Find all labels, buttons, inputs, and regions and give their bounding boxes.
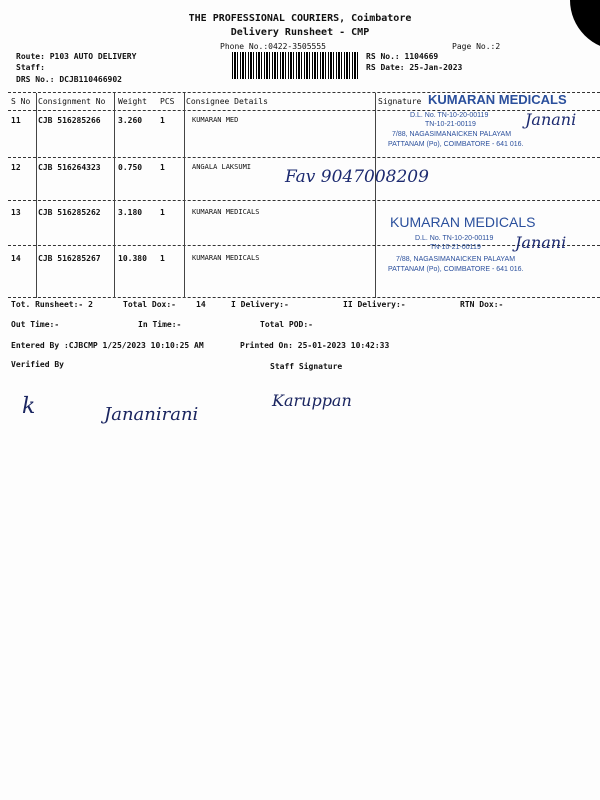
rtn-dox: RTN Dox:-: [460, 300, 504, 309]
stamp-dl: D.L. No. TN-10-20-00119: [410, 112, 489, 119]
col-sno: S No: [11, 97, 31, 106]
row-weight: 3.260: [118, 116, 143, 125]
stamp-name: KUMARAN MEDICALS: [428, 92, 567, 107]
stamp-address: 7/88, NAGASIMANAICKEN PALAYAM: [396, 256, 516, 263]
staff-signature: Karuppan: [272, 391, 352, 410]
staff: Staff:: [16, 63, 45, 72]
row-weight: 3.180: [118, 208, 143, 217]
divider: [8, 200, 600, 201]
column-line: [375, 93, 376, 298]
printed-on: Printed On: 25-01-2023 10:42:33: [240, 341, 390, 350]
verifier-signature: Jananirani: [104, 404, 199, 425]
rs-no: RS No.: 1104669: [366, 52, 439, 61]
drs-no: DRS No.: DCJB110466902: [16, 75, 122, 84]
row-pcs: 1: [160, 163, 165, 172]
row-consignee: KUMARAN MEDICALS: [192, 208, 260, 216]
tot-runsheet: Tot. Runsheet:- 2: [11, 300, 93, 309]
total-dox: Total Dox:-: [123, 300, 176, 309]
barcode: [232, 52, 360, 79]
verifier-signature: k: [22, 394, 36, 419]
handwritten-phone: Fav 9047008209: [285, 167, 429, 187]
total-pod: Total POD:-: [260, 320, 313, 329]
row-weight: 0.750: [118, 163, 143, 172]
divider: [8, 157, 600, 158]
row-consignment: CJB 516285267: [38, 254, 101, 263]
phone: Phone No.:0422-3505555: [220, 42, 326, 51]
row-consignment: CJB 516285262: [38, 208, 101, 217]
row-consignee: KUMARAN MEDICALS: [192, 254, 260, 262]
in-time: In Time:-: [138, 320, 182, 329]
total-dox-value: 14: [196, 300, 206, 309]
row-consignment: CJB 516264323: [38, 163, 101, 172]
staff-signature-label: Staff Signature: [270, 362, 343, 371]
row-pcs: 1: [160, 208, 165, 217]
row-consignment: CJB 516285266: [38, 116, 101, 125]
column-line: [114, 93, 115, 298]
document-title: Delivery Runsheet - CMP: [230, 27, 370, 38]
rs-date: RS Date: 25-Jan-2023: [366, 63, 463, 72]
stamp-dl: TN-10-21-00119: [425, 121, 476, 128]
row-pcs: 1: [160, 254, 165, 263]
divider: [8, 110, 600, 111]
ii-delivery: II Delivery:-: [343, 300, 406, 309]
divider: [8, 297, 600, 298]
row-sno: 11: [11, 116, 21, 125]
route: Route: P103 AUTO DELIVERY: [16, 52, 137, 61]
row-consignee: ANGALA LAKSUMI: [192, 163, 252, 171]
entered-by: Entered By :CJBCMP 1/25/2023 10:10:25 AM: [11, 341, 204, 350]
col-signature: Signature: [378, 97, 422, 106]
stamp-dl: D.L. No. TN-10-20-00119: [415, 235, 494, 242]
company-title: THE PROFESSIONAL COURIERS, Coimbatore: [188, 13, 412, 24]
page-no: Page No.:2: [452, 42, 501, 51]
stamp-address: PATTANAM (Po), COIMBATORE - 641 016.: [388, 266, 524, 273]
stamp-dl: TN-10-21-00119: [430, 244, 481, 251]
verified-by: Verified By: [11, 360, 64, 369]
row-sno: 12: [11, 163, 21, 172]
receiver-signature: Janani: [525, 110, 577, 129]
col-consignment: Consignment No: [38, 97, 106, 106]
row-weight: 10.380: [118, 254, 147, 263]
row-sno: 13: [11, 208, 21, 217]
stamp-address: PATTANAM (Po), COIMBATORE - 641 016.: [388, 141, 524, 148]
column-line: [36, 93, 37, 298]
col-pcs: PCS: [160, 97, 175, 106]
row-sno: 14: [11, 254, 21, 263]
column-line: [184, 93, 185, 298]
scan-corner-shadow: [570, 0, 600, 50]
i-delivery: I Delivery:-: [231, 300, 289, 309]
row-consignee: KUMARAN MED: [192, 116, 239, 124]
receiver-signature: Janani: [515, 233, 567, 252]
col-weight: Weight: [118, 97, 147, 106]
out-time: Out Time:-: [11, 320, 60, 329]
col-consignee: Consignee Details: [186, 97, 268, 106]
stamp-name: KUMARAN MEDICALS: [390, 214, 536, 230]
row-pcs: 1: [160, 116, 165, 125]
stamp-address: 7/88, NAGASIMANAICKEN PALAYAM: [392, 131, 512, 138]
divider: [8, 245, 600, 246]
